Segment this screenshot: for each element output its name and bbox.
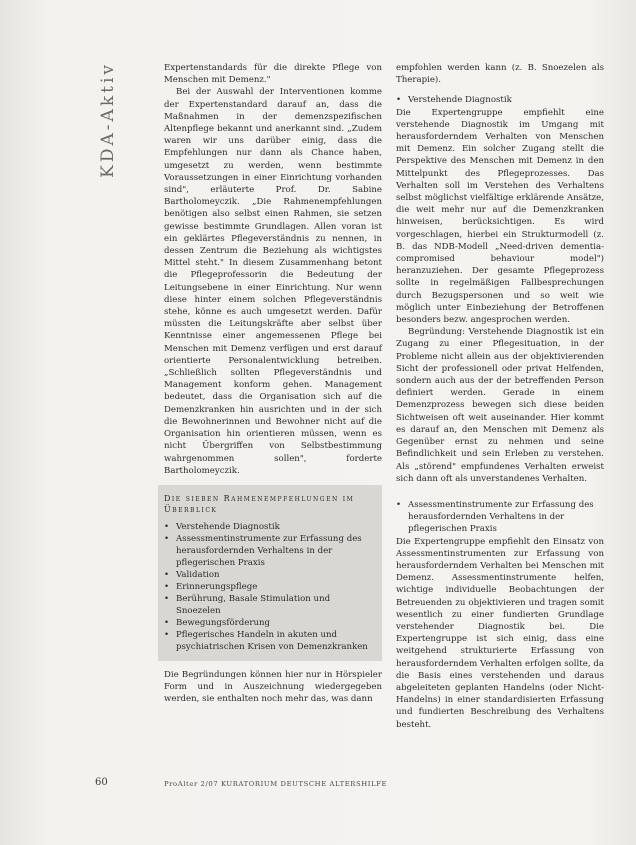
- recommendations-box: [158, 485, 382, 661]
- section-heading-diagnostik: • Verstehende Diagnostik: [396, 95, 512, 106]
- footer-source: ProAlter 2/07 KURATORIUM DEUTSCHE ALTERSHILFE: [164, 780, 388, 788]
- left-paragraph-1: Expertenstandards für die direkte Pflege von Menschen mit Demenz.": [164, 63, 382, 86]
- bullet-icon: •: [164, 581, 170, 592]
- list-item: • Bewegungsförderung: [164, 617, 271, 628]
- list-item: • Assessmentinstrumente zur Erfassung des herausfordernden Verhaltens in der pflegerischen Praxis: [164, 533, 362, 568]
- left-paragraph-2: Bei der Auswahl der Interventionen komme der Expertenstandard darauf an, dass die Maßnahmen in der demenzspezifischen Altenpflege bekannt und anerkannt sind. „Zudem waren wir uns darüber einig, dass die Empfehlungen nur dann als Chance haben, umgesetzt zu werden, wenn bestimmte Voraussetzungen in einer Einrichtung vorhanden sind", erläuterte Prof. Dr. Sabine Bartholomeyczik. „Die Rahmenempfehlungen benötigen also selbst einen Rahmen, sie setzen gewisse bestimmte Grundlagen. Allen voran ist ein geklärtes Pflegeverständnis zu nennen, in dessen Zentrum die Beziehung als wichtigstes Mittel steht." In diesem Zusammenhang betont die Pflegeprofessorin die Bedeutung der Leitungsebene in einer Einrichtung. Nur wenn diese hinter einem solchen Pflegeverständnis stehe, könne es auch umgesetzt werden. Dafür müssten die Leitungskräfte aber selbst über Kenntnisse einer angemessenen Pflege bei Menschen mit Demenz verfügen und erst darauf orientierte Personalentwicklung betreiben. „Schließlich sollten Pflegeverständnis und Management konform gehen. Management bedeutet, dass die Organisation sich auf die Demenzkranken hin ausrichten und in der sich die Bewohnerinnen und Bewohner nicht auf die Organisation hin orientieren müssen, wenn es nicht Übergriffen von Selbstbestimmung wahrgenommen sollen", forderte Bartholomeyczik.: [164, 87, 382, 476]
- diagnostik-text: Die Expertengruppe empfiehlt eine verstehende Diagnostik im Umgang mit herausforderndem Verhalten von Menschen mit Demenz. Ein solcher Zugang stellt die Perspektive des Menschen mit Demenz in den Mittelpunkt des Pflegeprozesses. Das Verhalten soll im Verstehen des Verhaltens selbst möglichst vielfältige erklärende Ansätze, die weit mehr nur auf die Demenzkranken hinweisen, berücksichtigen. Es wird vorgeschlagen, hierbei ein Strukturmodell (z. B. das NDB-Modell „Need-driven dementia-compromised behaviour model") heranzuziehen. Der gesamte Pflegeprozess sollte in regelmäßigen Fallbesprechungen durch Bezugspersonen und so weit wie möglich unter Einbeziehung der Betroffenen besonders bezw. angesprochen werden.: [396, 107, 604, 326]
- bullet-icon: •: [164, 533, 170, 544]
- section-label: KDA-Aktiv: [98, 62, 118, 178]
- diagnostik-begruendung: Begründung: Verstehende Diagnostik ist ein Zugang zu einer Pflegesituation, in der Probleme nicht allein aus der objektivierenden Sicht der professionell oder privat Helfenden, sondern auch aus der der betreffenden Person definiert werden. Gerade in einem Demenzprozess bewegen sich diese beiden Sichtweisen oft weit auseinander. Hier kommt es darauf an, den Menschen mit Demenz als Gegenüber ernst zu nehmen und seine Befindlichkeit und sein Erleben zu verstehen. Als „störend" empfundenes Verhalten erweist sich dann oft als unverstandenes Verhalten.: [396, 327, 604, 484]
- bullet-icon: •: [164, 617, 170, 628]
- bullet-icon: •: [164, 593, 170, 604]
- right-intro: empfohlen werden kann (z. B. Snoezelen als Therapie).: [396, 63, 604, 86]
- bullet-icon: •: [396, 95, 402, 106]
- list-item: • Validation: [164, 569, 220, 580]
- list-item: • Berührung, Basale Stimulation und Snoezelen: [164, 593, 331, 616]
- assessment-text: Die Expertengruppe empfiehlt den Einsatz von Assessmentinstrumenten zur Erfassung von herausforderndem Verhalten bei Menschen mit Demenz. Assessmentinstrumente helfen, wichtige individuelle Beobachtungen der Betreuenden zu objektivieren und tragen somit wesentlich zu einer fundierten Grundlage verstehender Diagnostik bei. Die Expertengruppe ist sich einig, dass eine weitgehend strukturierte Erfassung von herausforderndem Verhalten erfolgen sollte, da die Basis eines verstehenden und daraus abgeleiteten geplanten Handelns (oder Nicht-Handelns) in einer standardisierten Erfassung und fundierten Beschreibung des Verhaltens besteht.: [396, 536, 604, 730]
- bullet-icon: •: [164, 521, 170, 532]
- right-column: [396, 62, 604, 731]
- list-item: • Pflegerisches Handeln in akuten und psychiatrischen Krisen von Demenzkranken: [164, 629, 368, 652]
- list-item: • Erinnerungspflege: [164, 581, 258, 592]
- page-number: 60: [95, 777, 108, 788]
- list-item: • Verstehende Diagnostik: [164, 521, 280, 532]
- bullet-icon: •: [164, 569, 170, 580]
- bullet-icon: •: [164, 629, 170, 640]
- recommendations-list: [164, 521, 376, 653]
- section-heading-assessment: • Assessmentinstrumente zur Erfassung des herausfordernden Verhaltens in der pflegerischen Praxis: [396, 499, 594, 535]
- left-closing-paragraph: Die Begründungen können hier nur in Hörspieler Form und in Auszeichnung wiedergegeben werden, sie enthalten noch mehr das, was dann: [164, 669, 382, 705]
- bullet-icon: •: [396, 499, 402, 510]
- left-column: [164, 62, 382, 706]
- box-title: Die sieben Rahmenempfehlungen im Überblick: [164, 493, 355, 514]
